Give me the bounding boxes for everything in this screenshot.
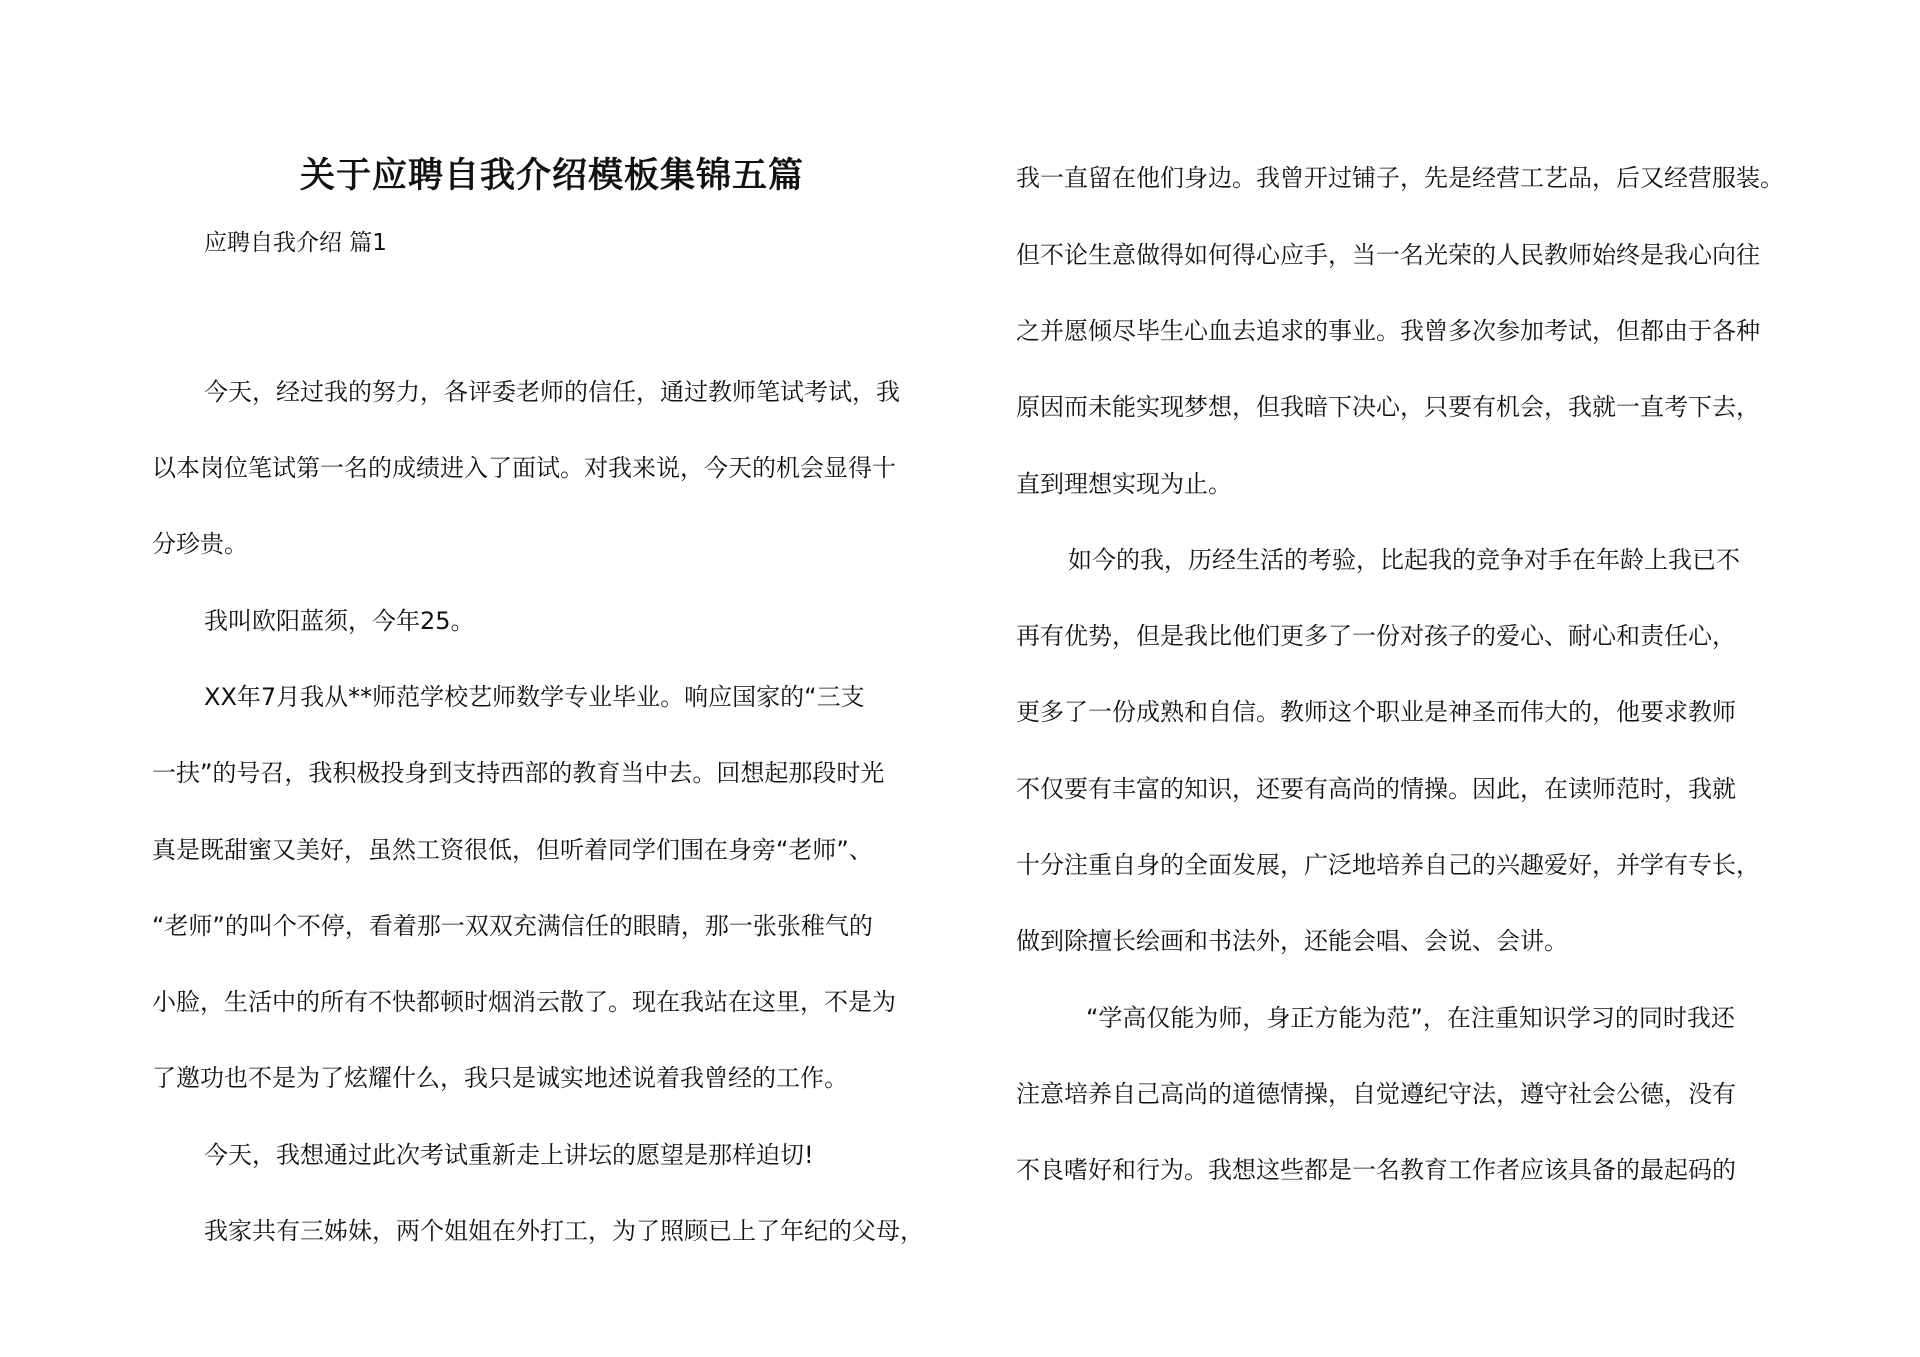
paragraph-line: 如今的我，历经生活的考验，比起我的竞争对手在年龄上我已不: [1068, 546, 1740, 574]
paragraph-line: 十分注重自身的全面发展，广泛地培养自己的兴趣爱好，并学有专长，: [1016, 851, 1760, 879]
paragraph-line: 今天，经过我的努力，各评委老师的信任，通过教师笔试考试，我: [204, 378, 900, 406]
paragraph-line: “学高仅能为师，身正方能为范”，在注重知识学习的同时我还: [1086, 1004, 1735, 1032]
paragraph-line: 一扶”的号召，我积极投身到支持西部的教育当中去。回想起那段时光: [152, 759, 885, 787]
paragraph-line: 我家共有三姊妹，两个姐姐在外打工，为了照顾已上了年纪的父母，: [204, 1217, 924, 1245]
paragraph-line: 分珍贵。: [152, 530, 248, 558]
paragraph-line: 原因而未能实现梦想，但我暗下决心，只要有机会，我就一直考下去，: [1016, 393, 1760, 421]
document-title: 关于应聘自我介绍模板集锦五篇: [299, 155, 804, 196]
paragraph-line: 今天，我想通过此次考试重新走上讲坛的愿望是那样迫切!: [204, 1141, 814, 1169]
paragraph-line: 注意培养自己高尚的道德情操，自觉遵纪守法，遵守社会公德，没有: [1016, 1080, 1736, 1108]
paragraph-line: 直到理想实现为止。: [1016, 470, 1232, 498]
paragraph-line: 做到除擅长绘画和书法外，还能会唱、会说、会讲。: [1016, 927, 1568, 955]
paragraph-line: 以本岗位笔试第一名的成绩进入了面试。对我来说，今天的机会显得十: [152, 454, 896, 482]
paragraph-line: 我一直留在他们身边。我曾开过铺子，先是经营工艺品，后又经营服装。: [1016, 164, 1784, 192]
paragraph-line: 更多了一份成熟和自信。教师这个职业是神圣而伟大的，他要求教师: [1016, 698, 1736, 726]
paragraph-line: 我叫欧阳蓝须，今年25。: [204, 607, 475, 635]
paragraph-line: “老师”的叫个不停，看着那一双双充满信任的眼睛，那一张张稚气的: [152, 912, 873, 940]
paragraph-line: 真是既甜蜜又美好，虽然工资很低，但听着同学们围在身旁“老师”、: [152, 836, 873, 864]
section-heading: 应聘自我介绍 篇1: [204, 230, 387, 256]
paragraph-line: 小脸，生活中的所有不快都顿时烟消云散了。现在我站在这里，不是为: [152, 988, 896, 1016]
paragraph-line: 但不论生意做得如何得心应手，当一名光荣的人民教师始终是我心向往: [1016, 241, 1760, 269]
paragraph-line: 不良嗜好和行为。我想这些都是一名教育工作者应该具备的最起码的: [1016, 1156, 1736, 1184]
paragraph-line: 之并愿倾尽毕生心血去追求的事业。我曾多次参加考试，但都由于各种: [1016, 317, 1760, 345]
paragraph-line: 不仅要有丰富的知识，还要有高尚的情操。因此，在读师范时，我就: [1016, 775, 1736, 803]
paragraph-line: XX年7月我从**师范学校艺师数学专业毕业。响应国家的“三支: [204, 683, 865, 711]
paragraph-line: 了邀功也不是为了炫耀什么，我只是诚实地述说着我曾经的工作。: [152, 1064, 848, 1092]
paragraph-line: 再有优势，但是我比他们更多了一份对孩子的爱心、耐心和责任心，: [1016, 622, 1736, 650]
